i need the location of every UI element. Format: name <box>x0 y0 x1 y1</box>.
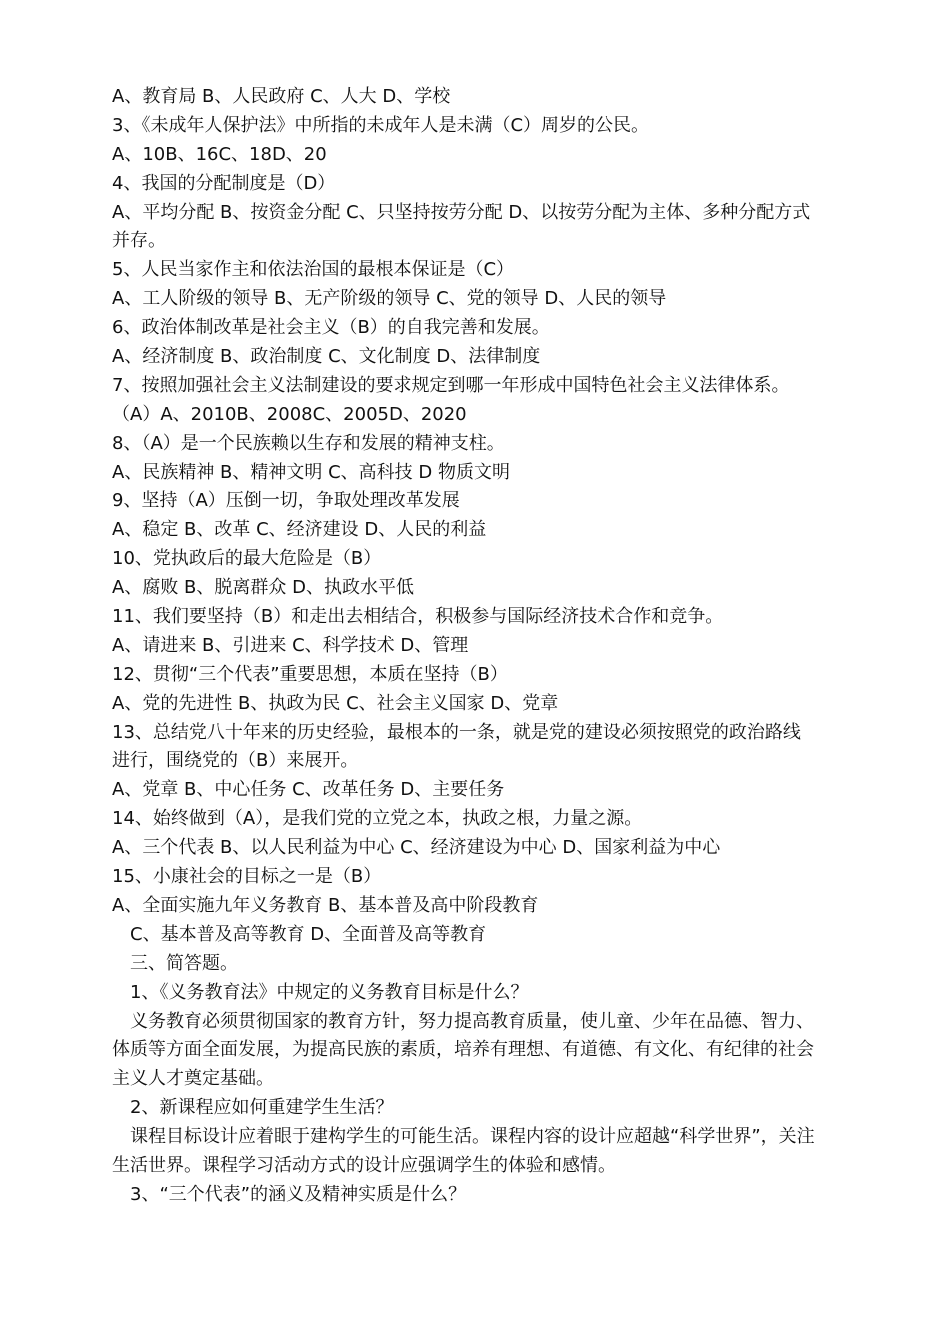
text-line: A、请进来 B、引进来 C、科学技术 D、管理 <box>112 634 469 656</box>
text-line: 9、坚持（A）压倒一切，争取处理改革发展 <box>112 490 460 512</box>
text-line: 6、政治体制改革是社会主义（B）的自我完善和发展。 <box>112 317 550 339</box>
text-line: A、10B、16C、18D、20 <box>112 143 327 165</box>
text-line: A、腐败 B、脱离群众 D、执政水平低 <box>112 577 414 599</box>
text-line: A、全面实施九年义务教育 B、基本普及高中阶段教育 <box>112 894 539 916</box>
text-line: A、教育局 B、人民政府 C、人大 D、学校 <box>112 86 451 107</box>
text-line: 体质等方面全面发展，为提高民族的素质，培养有理想、有道德、有文化、有纪律的社会 <box>112 1039 814 1061</box>
text-line: A、平均分配 B、按资金分配 C、只坚持按劳分配 D、以按劳分配为主体、多种分配方式 <box>112 201 811 223</box>
text-line: A、经济制度 B、政治制度 C、文化制度 D、法律制度 <box>112 346 541 368</box>
text-line: 5、人民当家作主和依法治国的最根本保证是（C） <box>112 259 515 281</box>
text-line: A、三个代表 B、以人民利益为中心 C、经济建设为中心 D、国家利益为中心 <box>112 837 721 859</box>
text-line: 13、总结党八十年来的历史经验，最根本的一条，就是党的建设必须按照党的政治路线 <box>112 721 801 743</box>
text-line: 生活世界。课程学习活动方式的设计应强调学生的体验和感情。 <box>112 1154 616 1176</box>
text-line: 并存。 <box>112 230 166 252</box>
text-line: A、工人阶级的领导 B、无产阶级的领导 C、党的领导 D、人民的领导 <box>112 288 667 310</box>
text-line: 三、简答题。 <box>130 952 238 974</box>
text-line: 义务教育必须贯彻国家的教育方针，努力提高教育质量，使儿童、少年在品德、智力、 <box>130 1010 814 1032</box>
text-line: 课程目标设计应着眼于建构学生的可能生活。课程内容的设计应超越“科学世界”，关注 <box>130 1126 815 1148</box>
text-line: 1、《义务教育法》中规定的义务教育目标是什么？ <box>130 981 529 1003</box>
text-line: 2、新课程应如何重建学生生活？ <box>130 1097 394 1119</box>
text-line: 主义人才奠定基础。 <box>112 1068 274 1090</box>
text-line: 8、（A）是一个民族赖以生存和发展的精神支柱。 <box>112 432 505 454</box>
document-page <box>112 83 852 1210</box>
text-line: 3、“三个代表”的涵义及精神实质是什么？ <box>130 1183 467 1205</box>
text-line: A、党章 B、中心任务 C、改革任务 D、主要任务 <box>112 779 505 801</box>
text-line: 11、我们要坚持（B）和走出去相结合，积极参与国际经济技术合作和竞争。 <box>112 606 724 628</box>
text-line: 12、贯彻“三个代表”重要思想，本质在坚持（B） <box>112 663 508 685</box>
text-line: 7、按照加强社会主义法制建设的要求规定到哪一年形成中国特色社会主义法律体系。 <box>112 374 790 396</box>
text-line: 10、党执政后的最大危险是（B） <box>112 548 382 570</box>
text-line: A、稳定 B、改革 C、经济建设 D、人民的利益 <box>112 519 487 541</box>
text-line: 14、始终做到（A），是我们党的立党之本，执政之根，力量之源。 <box>112 808 643 830</box>
text-line: C、基本普及高等教育 D、全面普及高等教育 <box>130 923 487 945</box>
text-line: 3、《未成年人保护法》中所指的未成年人是未满（C）周岁的公民。 <box>112 114 650 136</box>
text-line: 4、我国的分配制度是（D） <box>112 172 336 194</box>
text-line: （A）A、2010B、2008C、2005D、2020 <box>112 403 467 425</box>
text-line: 进行，围绕党的（B）来展开。 <box>112 750 359 772</box>
text-line: 15、小康社会的目标之一是（B） <box>112 866 382 888</box>
text-line: A、党的先进性 B、执政为民 C、社会主义国家 D、党章 <box>112 692 559 714</box>
text-line: A、民族精神 B、精神文明 C、高科技 D 物质文明 <box>112 461 510 483</box>
